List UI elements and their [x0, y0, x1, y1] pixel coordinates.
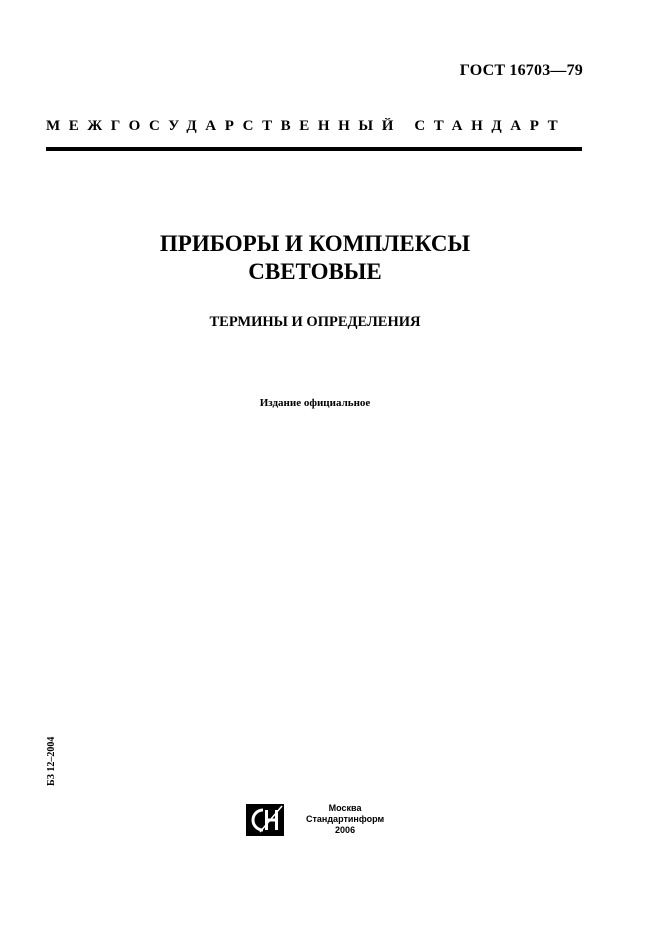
header-divider [46, 147, 582, 151]
publisher-city: Москва [328, 803, 362, 813]
title-line-2: СВЕТОВЫЕ [248, 259, 382, 284]
title-line-1: ПРИБОРЫ И КОМПЛЕКСЫ [159, 231, 471, 256]
document-subtitle: ТЕРМИНЫ И ОПРЕДЕЛЕНИЯ [209, 314, 421, 330]
publisher-text [306, 803, 384, 836]
standard-type-heading: МЕЖГОСУДАРСТВЕННЫЙ СТАНДАРТ [46, 118, 567, 134]
document-title [0, 230, 630, 286]
edition-label: Издание официальное [259, 397, 371, 409]
publisher-block [246, 803, 384, 836]
side-code: БЗ 12–2004 [46, 736, 57, 786]
publisher-year: 2006 [335, 825, 356, 835]
publisher-name: Стандартинформ [306, 814, 385, 824]
standartinform-logo-icon [246, 804, 284, 836]
gost-number: ГОСТ 16703—79 [459, 62, 583, 79]
